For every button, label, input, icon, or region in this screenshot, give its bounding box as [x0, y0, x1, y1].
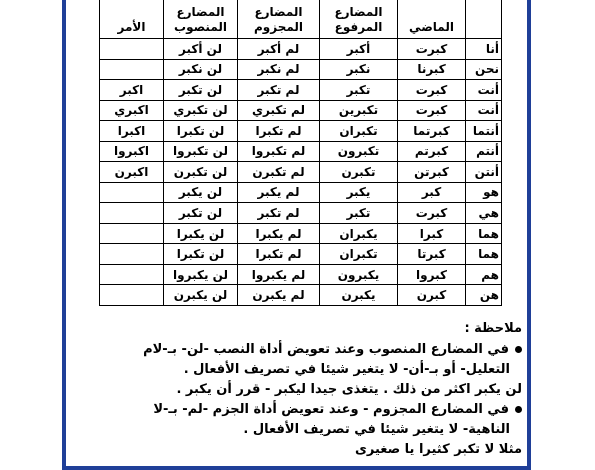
- cell-jussive: لم تكبر: [238, 203, 320, 224]
- bullet-2-text-1: في المضارع المجزوم - وعند تعويض أداة الجزم -لم- بـ-لا: [153, 402, 509, 417]
- cut-off-line: مثلا لا تكبر كثيرا يا صغيرى: [354, 442, 522, 457]
- cell-pronoun: أنا: [466, 39, 502, 60]
- table-row: [100, 39, 502, 60]
- cell-imperative: اكبرن: [100, 162, 164, 183]
- table-row: [100, 223, 502, 244]
- cell-subjunctive: لن تكبر: [164, 80, 238, 101]
- frame-right-border: [527, 0, 531, 470]
- table-row: [100, 59, 502, 80]
- cell-imperative: اكبر: [100, 80, 164, 101]
- bullet-icon: [515, 406, 522, 413]
- cell-imperative: [100, 223, 164, 244]
- table-row: [100, 80, 502, 101]
- cell-imperative: [100, 203, 164, 224]
- cell-subjunctive: لن يكبرا: [164, 223, 238, 244]
- table-row: [100, 244, 502, 265]
- cell-pronoun: هي: [466, 203, 502, 224]
- cell-jussive: لم تكبري: [238, 100, 320, 121]
- cell-pronoun: أنت: [466, 100, 502, 121]
- cell-past: كبرت: [398, 100, 466, 121]
- bullet-2-line-1: [70, 400, 522, 420]
- header-imperative: الأمر: [100, 0, 164, 39]
- cell-past: كبرتما: [398, 121, 466, 142]
- cell-subjunctive: لن يكبر: [164, 182, 238, 203]
- cell-subjunctive: لن نكبر: [164, 59, 238, 80]
- cell-subjunctive: لن تكبرا: [164, 244, 238, 265]
- table-row: [100, 182, 502, 203]
- cell-jussive: لم يكبر: [238, 182, 320, 203]
- cell-jussive: لم يكبرن: [238, 285, 320, 306]
- cell-pronoun: أنتما: [466, 121, 502, 142]
- cell-pronoun: أنت: [466, 80, 502, 101]
- cell-jussive: لم نكبر: [238, 59, 320, 80]
- table-row: [100, 285, 502, 306]
- cell-present: تكبران: [320, 244, 398, 265]
- cell-jussive: لم يكبرا: [238, 223, 320, 244]
- frame-bottom-border: [62, 466, 531, 470]
- table-row: [100, 203, 502, 224]
- cell-jussive: لم تكبر: [238, 80, 320, 101]
- table-row: [100, 162, 502, 183]
- cell-past: كبرتا: [398, 244, 466, 265]
- cell-subjunctive: لن تكبرن: [164, 162, 238, 183]
- cell-present: تكبران: [320, 121, 398, 142]
- cell-present: يكبر: [320, 182, 398, 203]
- cell-imperative: [100, 39, 164, 60]
- cell-imperative: اكبرا: [100, 121, 164, 142]
- cell-pronoun: نحن: [466, 59, 502, 80]
- cell-past: كبرت: [398, 203, 466, 224]
- cell-jussive: لم يكبروا: [238, 264, 320, 285]
- cell-imperative: [100, 182, 164, 203]
- table-row: [100, 264, 502, 285]
- notes-section: [70, 318, 522, 460]
- conjugation-table: [99, 0, 502, 306]
- table-header-row: [100, 0, 502, 39]
- cell-past: كبرن: [398, 285, 466, 306]
- note-title: ملاحظة :: [464, 321, 522, 336]
- cell-subjunctive: لن تكبروا: [164, 141, 238, 162]
- cell-subjunctive: لن أكبر: [164, 39, 238, 60]
- cell-past: كبرتم: [398, 141, 466, 162]
- cell-subjunctive: لن يكبرن: [164, 285, 238, 306]
- example-1: لن يكبر اكثر من ذلك . يتغذى جيدا ليكبر - قرر أن يكبر .: [176, 382, 522, 397]
- cell-jussive: لم أكبر: [238, 39, 320, 60]
- cell-imperative: اكبري: [100, 100, 164, 121]
- cell-past: كبرنا: [398, 59, 466, 80]
- cell-subjunctive: لن تكبر: [164, 203, 238, 224]
- cell-jussive: لم تكبروا: [238, 141, 320, 162]
- cell-past: كبرت: [398, 80, 466, 101]
- cell-present: يكبرن: [320, 285, 398, 306]
- bullet-2-line-2: الناهية- لا يتغير شيئا في تصريف الأفعال .: [243, 422, 510, 437]
- cell-past: كبروا: [398, 264, 466, 285]
- header-subjunctive: المضارع المنصوب: [164, 0, 238, 39]
- cell-pronoun: أنتم: [466, 141, 502, 162]
- cell-imperative: [100, 264, 164, 285]
- cell-pronoun: هما: [466, 244, 502, 265]
- cell-imperative: [100, 59, 164, 80]
- header-past: الماضي: [398, 0, 466, 39]
- cell-imperative: [100, 285, 164, 306]
- bullet-icon: [515, 346, 522, 353]
- cell-subjunctive: لن يكبروا: [164, 264, 238, 285]
- cell-present: تكبرون: [320, 141, 398, 162]
- header-present: المضارع المرفوع: [320, 0, 398, 39]
- cell-pronoun: هم: [466, 264, 502, 285]
- cell-jussive: لم تكبرا: [238, 121, 320, 142]
- bullet-1-line-1: [70, 340, 522, 360]
- cell-past: كبر: [398, 182, 466, 203]
- cell-jussive: لم تكبرا: [238, 244, 320, 265]
- cell-present: تكبرين: [320, 100, 398, 121]
- frame-left-border: [62, 0, 66, 470]
- cell-pronoun: هما: [466, 223, 502, 244]
- cell-present: تكبرن: [320, 162, 398, 183]
- cell-imperative: اكبروا: [100, 141, 164, 162]
- cell-present: يكبرون: [320, 264, 398, 285]
- table-row: [100, 141, 502, 162]
- table-body: [100, 39, 502, 306]
- bullet-1-text-1: في المضارع المنصوب وعند تعويض أداة النصب -لن- بـ-لام: [143, 342, 509, 357]
- cell-past: كبرتن: [398, 162, 466, 183]
- cell-present: يكبران: [320, 223, 398, 244]
- cell-past: كبرا: [398, 223, 466, 244]
- cell-present: أكبر: [320, 39, 398, 60]
- cell-subjunctive: لن تكبرا: [164, 121, 238, 142]
- cell-subjunctive: لن تكبري: [164, 100, 238, 121]
- cell-imperative: [100, 244, 164, 265]
- table-row: [100, 121, 502, 142]
- cell-jussive: لم تكبرن: [238, 162, 320, 183]
- cell-pronoun: أنتن: [466, 162, 502, 183]
- table-row: [100, 100, 502, 121]
- cell-pronoun: هو: [466, 182, 502, 203]
- header-jussive: المضارع المجزوم: [238, 0, 320, 39]
- cell-past: كبرت: [398, 39, 466, 60]
- cell-present: تكبر: [320, 203, 398, 224]
- cell-present: تكبر: [320, 80, 398, 101]
- header-pronoun: [466, 0, 502, 39]
- cell-pronoun: هن: [466, 285, 502, 306]
- bullet-1-line-2: التعليل- أو بـ-أن- لا يتغير شيئا في تصريف الأفعال .: [183, 362, 510, 377]
- cell-present: نكبر: [320, 59, 398, 80]
